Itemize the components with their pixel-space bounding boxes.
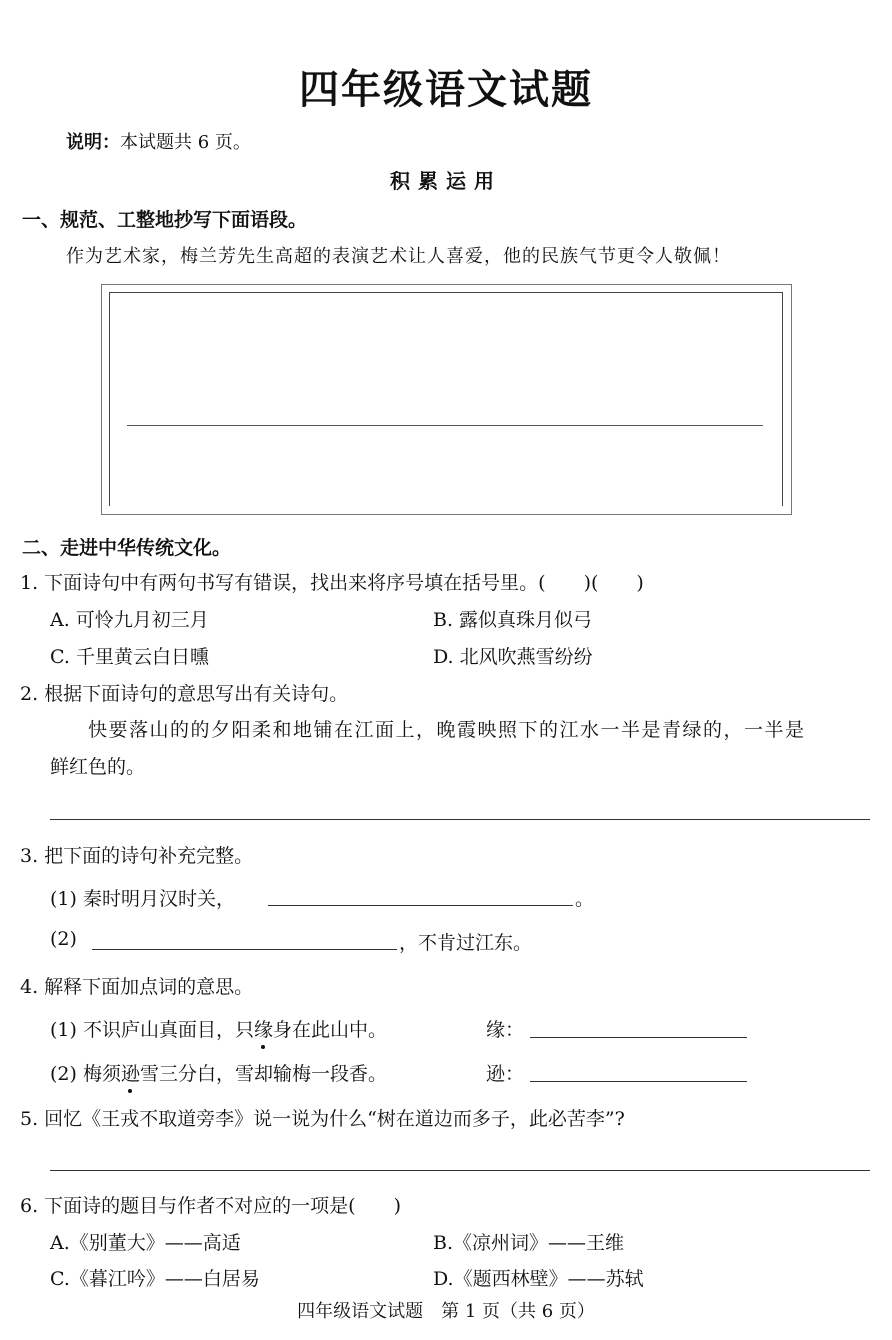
q4-item2-word: 逊： <box>486 1063 525 1085</box>
q1-option-d: D. 北风吹燕雪纷纷 <box>433 646 593 668</box>
q6-option-a: A.《别董大》——高适 <box>50 1232 241 1254</box>
page-title: 四年级语文试题 <box>299 67 593 113</box>
q3-stem: 3. 把下面的诗句补充完整。 <box>20 845 254 867</box>
q1-option-b: B. 露似真珠月似弓 <box>433 609 593 631</box>
q4-item2-dotted-word: 逊 <box>121 1059 140 1086</box>
instructions-note <box>66 128 251 154</box>
q3-item1-blank[interactable] <box>268 905 573 906</box>
q5-answer-line[interactable] <box>50 1170 870 1171</box>
q2-stem: 2. 根据下面诗句的意思写出有关诗句。 <box>20 683 349 705</box>
q2-line1: 快要落山的的夕阳柔和地铺在江面上，晚霞映照下的江水一半是青绿的，一半是 <box>88 719 806 741</box>
q6-option-c: C.《暮江吟》——白居易 <box>50 1268 260 1290</box>
q3-item1-suffix: 。 <box>575 888 595 910</box>
q1-option-a: A. 可怜九月初三月 <box>50 609 209 631</box>
q2-line2: 鲜红色的。 <box>50 756 146 778</box>
q5-stem: 5. 回忆《王戎不取道旁李》说一说为什么“树在道边而多子，此必苦李”? <box>20 1108 625 1130</box>
copy-writing-line <box>127 425 763 426</box>
note-label: 说明： <box>66 132 120 153</box>
q4-item2 <box>50 1059 387 1086</box>
q3-item1-prefix: (1) 秦时明月汉时关， <box>50 888 235 910</box>
q3-item2-prefix: (2) <box>50 928 77 950</box>
note-text: 本试题共 6 页。 <box>120 132 251 153</box>
copy-writing-box-inner <box>109 292 783 506</box>
q3-item2-suffix: ，不肯过江东。 <box>399 932 533 954</box>
section2-heading: 二、走进中华传统文化。 <box>22 537 232 559</box>
q6-option-b: B.《凉州词》——王维 <box>433 1232 625 1254</box>
copy-passage: 作为艺术家，梅兰芳先生高超的表演艺术让人喜爱，他的民族气节更令人敬佩！ <box>66 246 731 267</box>
q4-item1-post: 身在此山中。 <box>272 1019 387 1041</box>
q4-stem: 4. 解释下面加点词的意思。 <box>20 976 254 998</box>
q4-item1-word: 缘： <box>486 1019 525 1041</box>
q4-item2-post: 雪三分白，雪却输梅一段香。 <box>139 1063 387 1085</box>
q1-option-c: C. 千里黄云白日曛 <box>50 646 209 668</box>
q4-item1-dotted-word: 缘 <box>254 1015 273 1042</box>
q6-option-d: D.《题西林壁》——苏轼 <box>433 1268 644 1290</box>
q3-item2-blank[interactable] <box>92 949 397 950</box>
q4-item1-pre: (1) 不识庐山真面目，只 <box>50 1019 254 1041</box>
q6-stem: 6. 下面诗的题目与作者不对应的一项是( ) <box>20 1195 401 1217</box>
q4-item1-blank[interactable] <box>530 1037 747 1038</box>
q1-stem: 1. 下面诗句中有两句书写有错误，找出来将序号填在括号里。( )( ) <box>20 572 644 594</box>
section-subtitle: 积累运用 <box>390 169 502 193</box>
page-footer: 四年级语文试题 第 1 页（共 6 页） <box>297 1301 595 1322</box>
q2-answer-line[interactable] <box>50 819 870 820</box>
q4-item2-blank[interactable] <box>530 1081 747 1082</box>
q4-item2-pre: (2) 梅须 <box>50 1063 121 1085</box>
section1-heading: 一、规范、工整地抄写下面语段。 <box>22 209 308 231</box>
q4-item1 <box>50 1015 387 1042</box>
